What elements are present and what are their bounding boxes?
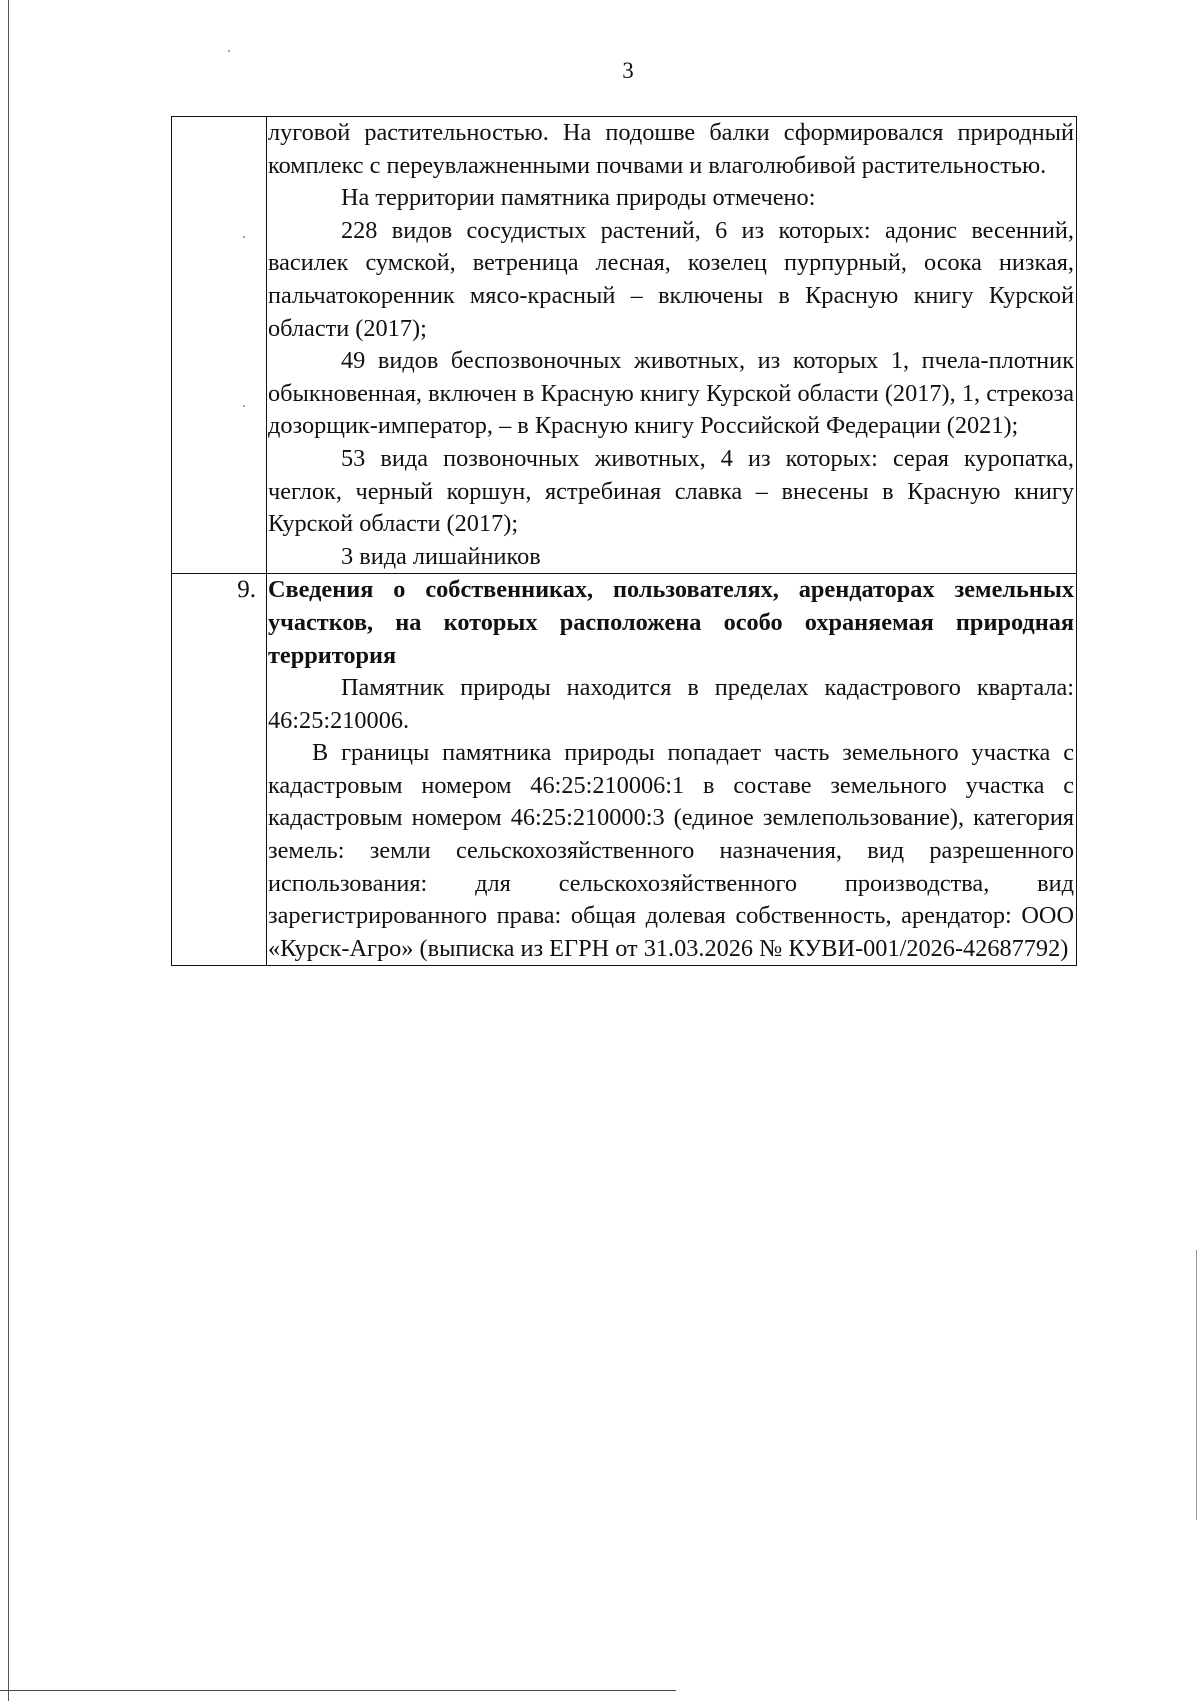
scan-edge-left [8, 0, 9, 1701]
paragraph: 49 видов беспозвоночных животных, из которых 1, пчела-плотник обыкновенная, включен в Красную книгу Курской области (2017), 1, стрекоза дозорщик-император, – в Красную книгу Российской Федерации (2021); [268, 347, 1074, 440]
paragraph: 228 видов сосудистых растений, 6 из которых: адонис весенний, василек сумской, ветреница лесная, козелец пурпурный, осока низкая, пальчатокоренник мясо-красный – включены в Красную книгу Курской области (2017); [268, 216, 1074, 342]
paragraph: луговой растительностью. На подошве балки сформировался природный комплекс с переувлажненными почвами и влаголюбивой растительностью. [268, 119, 1074, 179]
table-row [172, 574, 1077, 966]
paragraph: 3 вида лишайников [341, 542, 541, 570]
table-row [172, 117, 1077, 574]
document-table [171, 116, 1077, 966]
row-content-cell [267, 117, 1077, 574]
page-number: 3 [622, 58, 634, 83]
scan-edge-bottom [0, 1690, 676, 1691]
paragraph: В границы памятника природы попадает часть земельного участка с кадастровым номером 46:25:210006:1 в составе земельного участка с кадастровым номером 46:25:210000:3 (единое землепользование), категория земель: земли сельскохозяйственного назначения, вид разрешенного использования: для сельскохозяйственного производства, вид зарегистрированного права: общая долевая собственность, арендатор: ООО «Курск-Агро» (выписка из ЕГРН от 31.03.2026 № КУВИ-001/2026-42687792) [268, 739, 1074, 962]
scan-speck [228, 50, 230, 52]
row-content-cell [267, 574, 1077, 966]
section-heading: Сведения о собственниках, пользователях, арендаторах земельных участков, на которых расположена особо охраняемая природная территория [268, 576, 1074, 669]
row-number-cell: 9. [172, 574, 267, 966]
paragraph: Памятник природы находится в пределах кадастрового квартала: 46:25:210006. [268, 674, 1074, 734]
row-number-cell [172, 117, 267, 574]
paragraph: На территории памятника природы отмечено: [341, 184, 816, 212]
scan-edge-right [1196, 1250, 1197, 1520]
paragraph: 53 вида позвоночных животных, 4 из которых: серая куропатка, чеглок, черный коршун, ястребиная славка – внесены в Красную книгу Курской области (2017); [268, 444, 1074, 538]
